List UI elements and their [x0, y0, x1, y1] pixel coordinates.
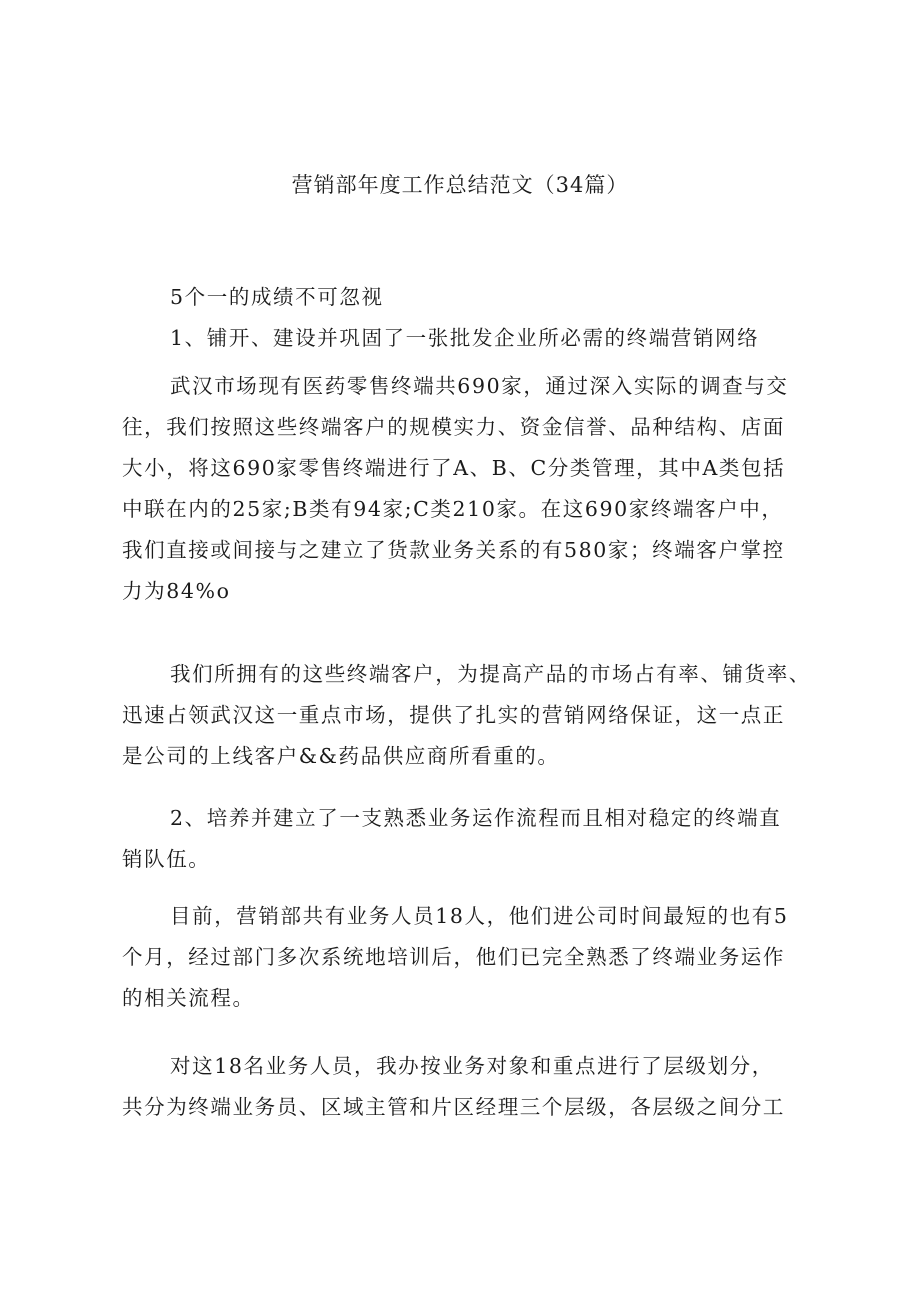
text-line: 往，我们按照这些终端客户的规模实力、资金信誉、品种结构、店面	[122, 415, 785, 439]
text-line: 5个一的成绩不可忽视	[170, 285, 384, 309]
text-line: 销队伍。	[122, 847, 211, 871]
text-line: 中联在内的25家;B类有94家;C类210家。在这690家终端客户中，	[122, 497, 784, 521]
text-line: 是公司的上线客户&&药品供应商所看重的。	[122, 744, 560, 768]
text-line: 2、培养并建立了一支熟悉业务运作流程而且相对稳定的终端直	[170, 806, 782, 830]
paragraph-section-1	[122, 318, 822, 359]
paragraph-customer-value	[122, 654, 822, 777]
paragraph-heading	[122, 277, 822, 318]
text-line: 力为84%o	[122, 579, 231, 603]
paragraph-staff	[122, 896, 822, 1019]
text-line: 我们直接或间接与之建立了货款业务关系的有580家；终端客户掌控	[122, 538, 785, 562]
text-line: 大小，将这690家零售终端进行了A、B、C分类管理，其中A类包括	[122, 456, 786, 480]
text-line: 我们所拥有的这些终端客户，为提高产品的市场占有率、铺货率、	[170, 662, 811, 686]
document-title: 营销部年度工作总结范文（34篇）	[291, 173, 629, 197]
text-line: 对这18名业务人员，我办按业务对象和重点进行了层级划分，	[170, 1054, 774, 1078]
paragraph-hierarchy	[122, 1046, 822, 1128]
text-line: 共分为终端业务员、区域主管和片区经理三个层级，各层级之间分工	[122, 1095, 785, 1119]
paragraph-section-2	[122, 798, 822, 880]
paragraph-market-terminals	[122, 366, 822, 612]
text-line: 迅速占领武汉这一重点市场，提供了扎实的营销网络保证，这一点正	[122, 703, 785, 727]
text-line: 个月，经过部门多次系统地培训后，他们已完全熟悉了终端业务运作	[122, 945, 785, 969]
text-line: 目前，营销部共有业务人员18人，他们进公司时间最短的也有5	[170, 904, 789, 928]
text-line: 武汉市场现有医药零售终端共690家，通过深入实际的调查与交	[170, 374, 789, 398]
text-line: 1、铺开、建设并巩固了一张批发企业所必需的终端营销网络	[170, 326, 760, 350]
text-line: 的相关流程。	[122, 986, 255, 1010]
